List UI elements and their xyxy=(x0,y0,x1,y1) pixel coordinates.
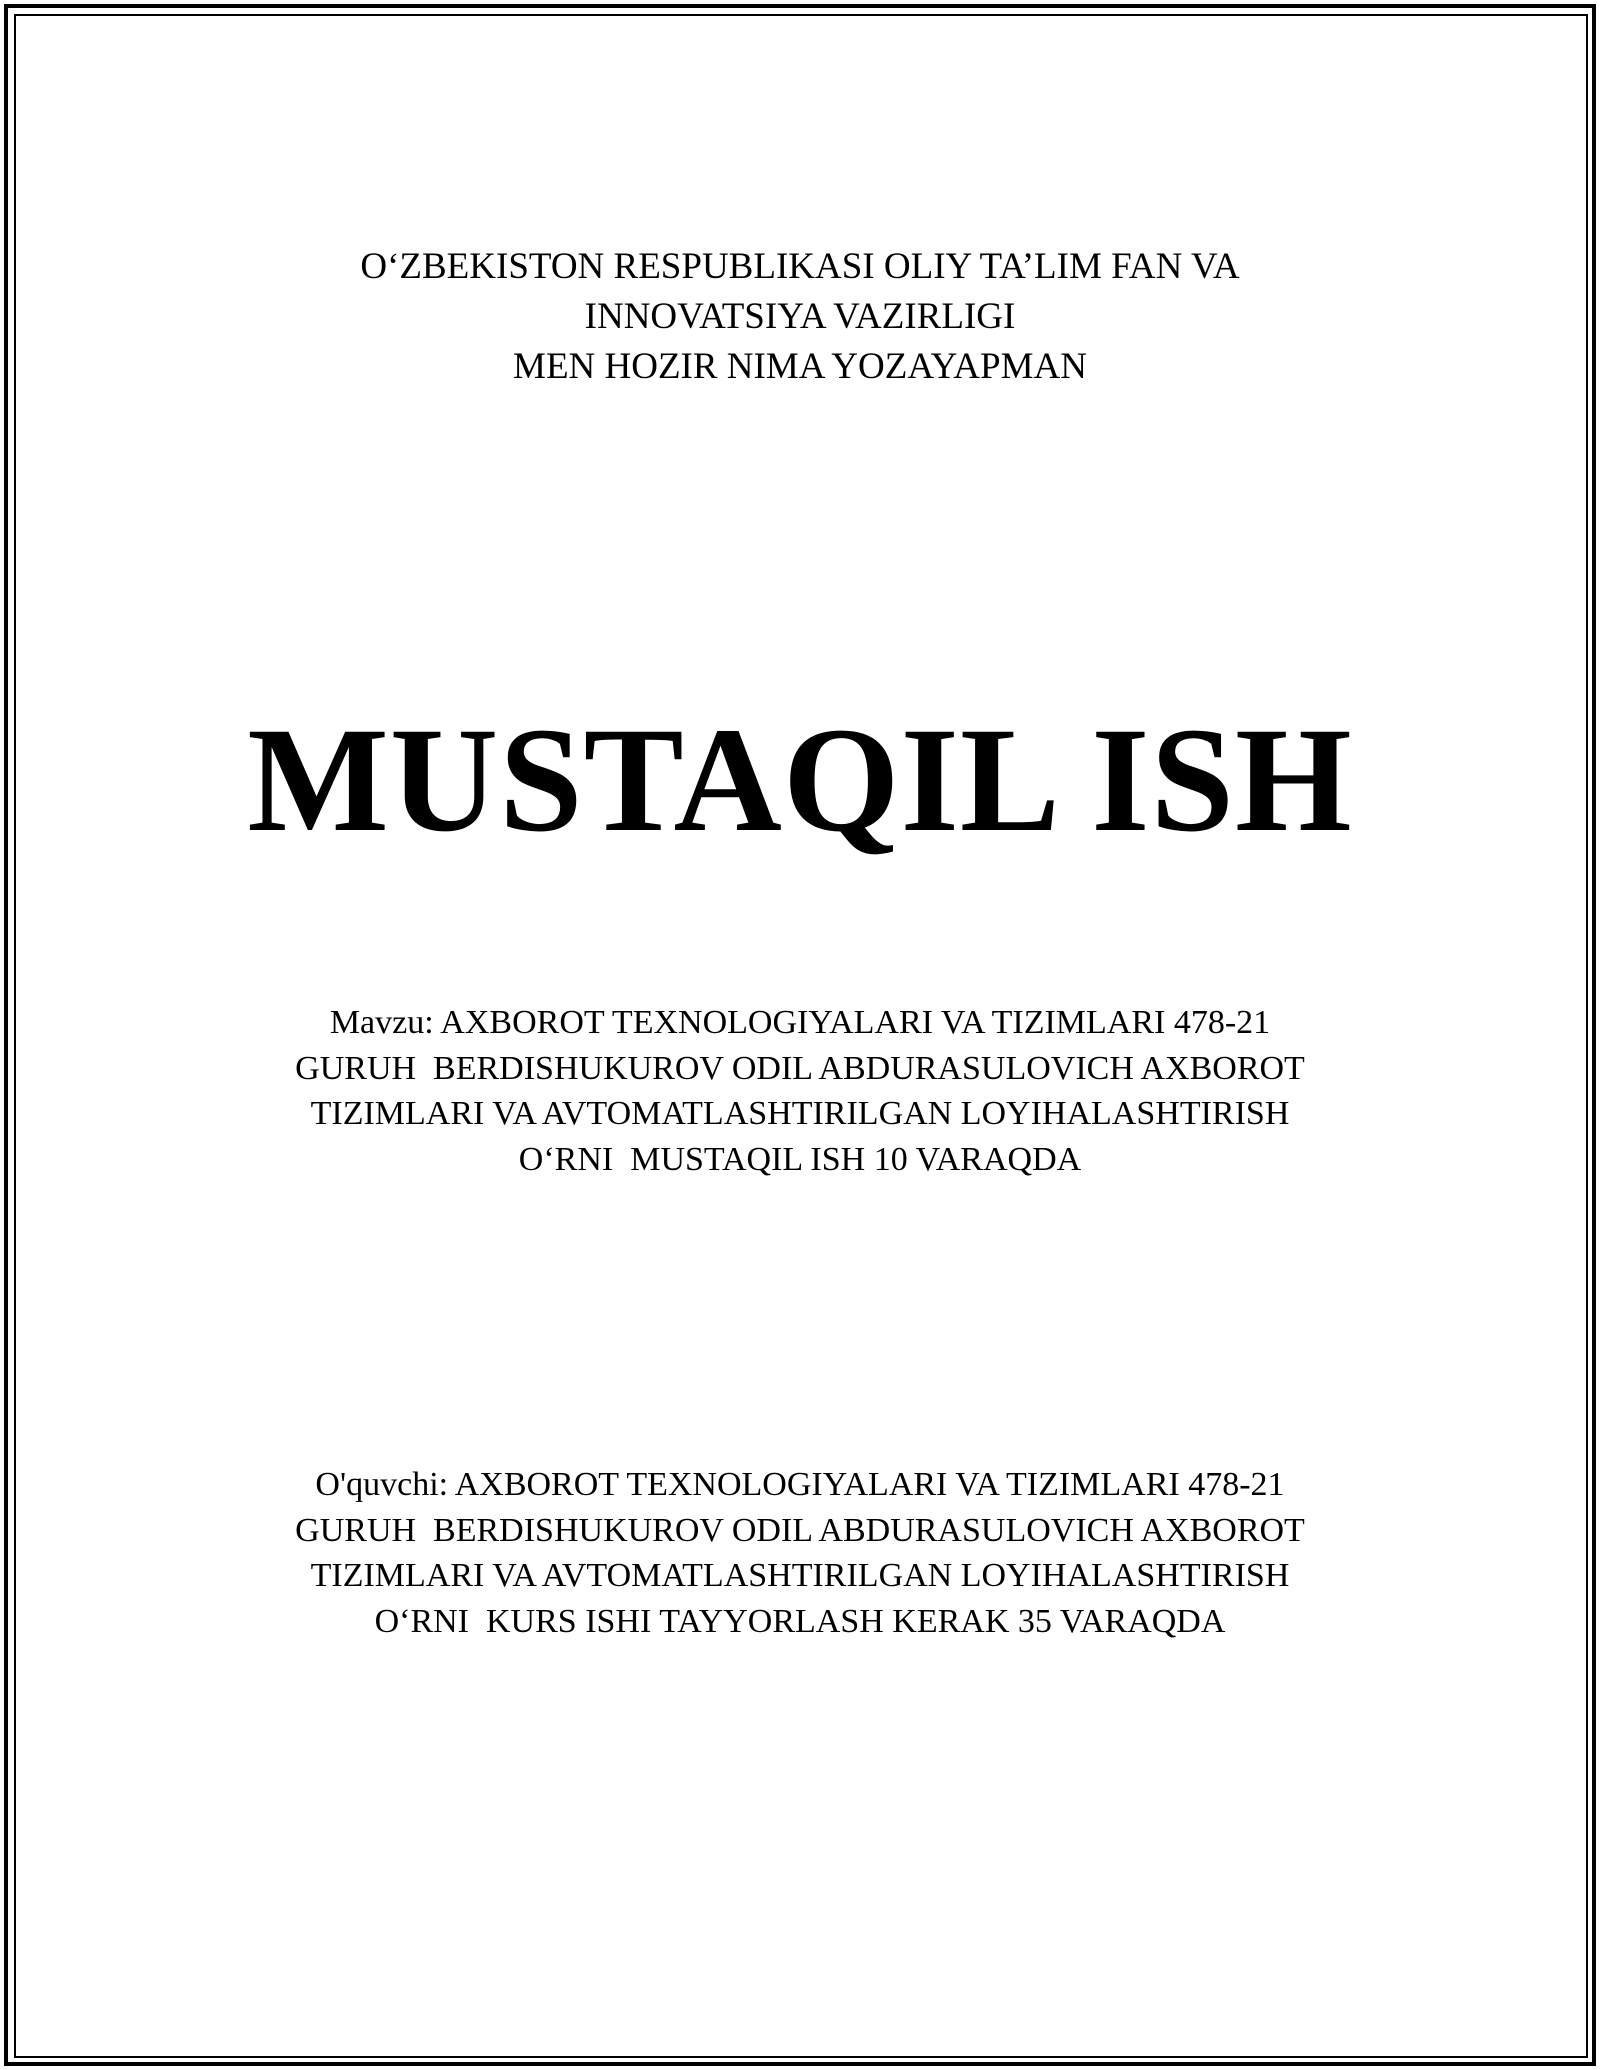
header-line-3: MEN HOZIR NIMA YOZAYAPMAN xyxy=(513,346,1087,387)
student-paragraph xyxy=(0,1462,1600,1644)
topic-line-2: GURUH BERDISHUKUROV ODIL ABDURASULOVICH AXBOROT xyxy=(295,1049,1305,1087)
header-line-1: O‘ZBEKISTON RESPUBLIKASI OLIY TA’LIM FAN VA xyxy=(360,246,1240,287)
student-line-3: TIZIMLARI VA AVTOMATLASHTIRILGAN LOYIHALASHTIRISH xyxy=(310,1557,1290,1594)
topic-line-3: TIZIMLARI VA AVTOMATLASHTIRILGAN LOYIHALASHTIRISH xyxy=(310,1095,1290,1132)
ministry-header xyxy=(0,242,1600,392)
student-line-4: O‘RNI KURS ISHI TAYYORLASH KERAK 35 VARAQDA xyxy=(374,1602,1226,1640)
student-line-2: GURUH BERDISHUKUROV ODIL ABDURASULOVICH AXBOROT xyxy=(295,1511,1305,1549)
header-line-2: INNOVATSIYA VAZIRLIGI xyxy=(584,296,1016,337)
document-title: MUSTAQIL ISH xyxy=(247,697,1353,863)
student-line-1: O'quvchi: AXBOROT TEXNOLOGIYALARI VA TIZIMLARI 478-21 xyxy=(315,1466,1285,1503)
topic-line-4: O‘RNI MUSTAQIL ISH 10 VARAQDA xyxy=(518,1140,1082,1178)
topic-paragraph xyxy=(0,1000,1600,1182)
topic-line-1: Mavzu: AXBOROT TEXNOLOGIYALARI VA TIZIMLARI 478-21 xyxy=(329,1004,1271,1041)
